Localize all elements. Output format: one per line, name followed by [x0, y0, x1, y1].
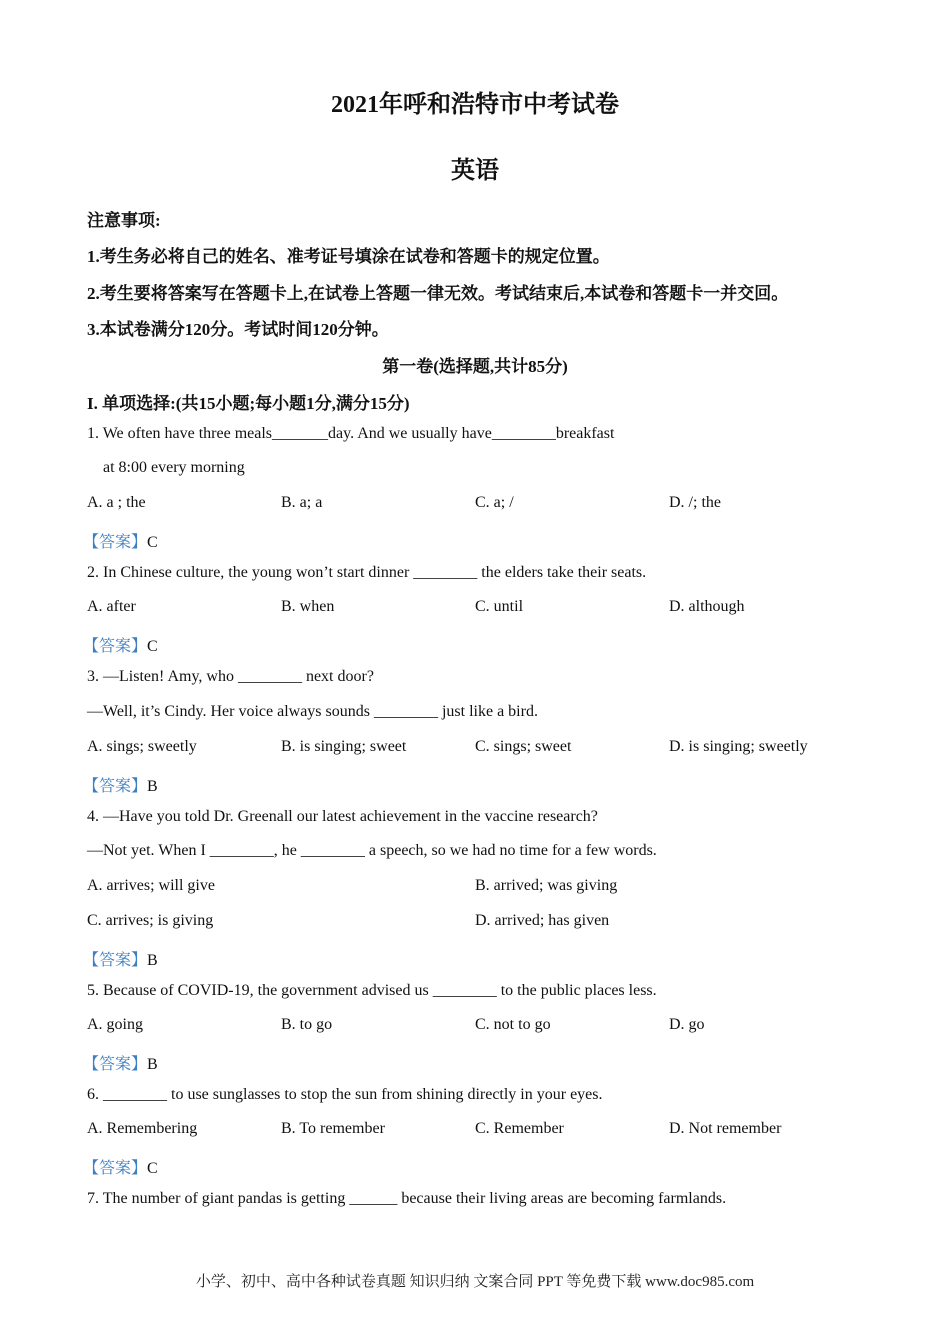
- option: A. a ; the: [87, 494, 146, 511]
- answer-value: B: [147, 778, 158, 795]
- answer-line: [83, 1155, 158, 1178]
- option: B. a; a: [281, 494, 323, 511]
- notice-heading: 注意事项:: [87, 211, 161, 230]
- option: A. Remembering: [87, 1120, 198, 1137]
- section-title: I. 单项选择:(共15小题;每小题1分,满分15分): [87, 394, 410, 413]
- option: B. To remember: [281, 1120, 385, 1137]
- option: D. is singing; sweetly: [669, 738, 808, 755]
- option: C. until: [475, 598, 524, 615]
- answer-value: C: [147, 1160, 158, 1177]
- notice-item: 2.考生要将答案写在答题卡上,在试卷上答题一律无效。考试结束后,本试卷和答题卡一并交回。: [87, 284, 789, 303]
- option: C. a; /: [475, 494, 514, 511]
- answer-label: 【答案】: [83, 778, 148, 795]
- option: B. to go: [281, 1016, 333, 1033]
- footer-text: 小学、初中、高中各种试卷真题 知识归纳 文案合同 PPT 等免费下载 www.doc985.com: [195, 1274, 755, 1290]
- option: B. when: [281, 598, 335, 615]
- answer-label: 【答案】: [83, 534, 148, 551]
- question-text: —Well, it’s Cindy. Her voice always sounds ________ just like a bird.: [87, 703, 538, 720]
- answer-line: [83, 947, 158, 970]
- answer-line: [83, 773, 158, 796]
- question-text: 6. ________ to use sunglasses to stop the sun from shining directly in your eyes.: [87, 1086, 603, 1103]
- question-text: 2. In Chinese culture, the young won’t start dinner ________ the elders take their seats.: [87, 564, 647, 581]
- question-text: 3. —Listen! Amy, who ________ next door?: [87, 668, 374, 685]
- answer-line: [83, 1051, 158, 1074]
- notice-item: 3.本试卷满分120分。考试时间120分钟。: [87, 320, 389, 339]
- option: A. arrives; will give: [87, 877, 215, 894]
- option: B. is singing; sweet: [281, 738, 407, 755]
- volume-title: 第一卷(选择题,共计85分): [382, 357, 568, 376]
- question-text: 4. —Have you told Dr. Greenall our latest achievement in the vaccine research?: [87, 808, 598, 825]
- question-text: at 8:00 every morning: [103, 459, 245, 476]
- option: C. sings; sweet: [475, 738, 572, 755]
- question-text: 7. The number of giant pandas is getting ______ because their living areas are becoming farmlands.: [87, 1190, 727, 1207]
- option: A. going: [87, 1016, 143, 1033]
- option: D. Not remember: [669, 1120, 782, 1137]
- answer-line: [83, 529, 158, 552]
- answer-value: B: [147, 1056, 158, 1073]
- option: D. although: [669, 598, 745, 615]
- question-text: 1. We often have three meals_______day. And we usually have________breakfast: [87, 425, 615, 442]
- option: C. arrives; is giving: [87, 912, 214, 929]
- answer-label: 【答案】: [83, 1160, 148, 1177]
- answer-label: 【答案】: [83, 1056, 148, 1073]
- answer-value: C: [147, 534, 158, 551]
- notice-item: 1.考生务必将自己的姓名、准考证号填涂在试卷和答题卡的规定位置。: [87, 247, 610, 266]
- option: D. /; the: [669, 494, 721, 511]
- option: B. arrived; was giving: [475, 877, 618, 894]
- question-text: 5. Because of COVID-19, the government advised us ________ to the public places less.: [87, 982, 657, 999]
- subject-title: 英语: [451, 158, 499, 184]
- answer-line: [83, 633, 158, 656]
- option: C. Remember: [475, 1120, 564, 1137]
- option: D. arrived; has given: [475, 912, 610, 929]
- option: A. after: [87, 598, 136, 615]
- option: A. sings; sweetly: [87, 738, 197, 755]
- page-title: 2021年呼和浩特市中考试卷: [331, 92, 619, 118]
- answer-label: 【答案】: [83, 952, 148, 969]
- answer-value: B: [147, 952, 158, 969]
- option: C. not to go: [475, 1016, 551, 1033]
- question-text: —Not yet. When I ________, he ________ a speech, so we had no time for a few words.: [87, 842, 657, 859]
- answer-label: 【答案】: [83, 638, 148, 655]
- answer-value: C: [147, 638, 158, 655]
- option: D. go: [669, 1016, 705, 1033]
